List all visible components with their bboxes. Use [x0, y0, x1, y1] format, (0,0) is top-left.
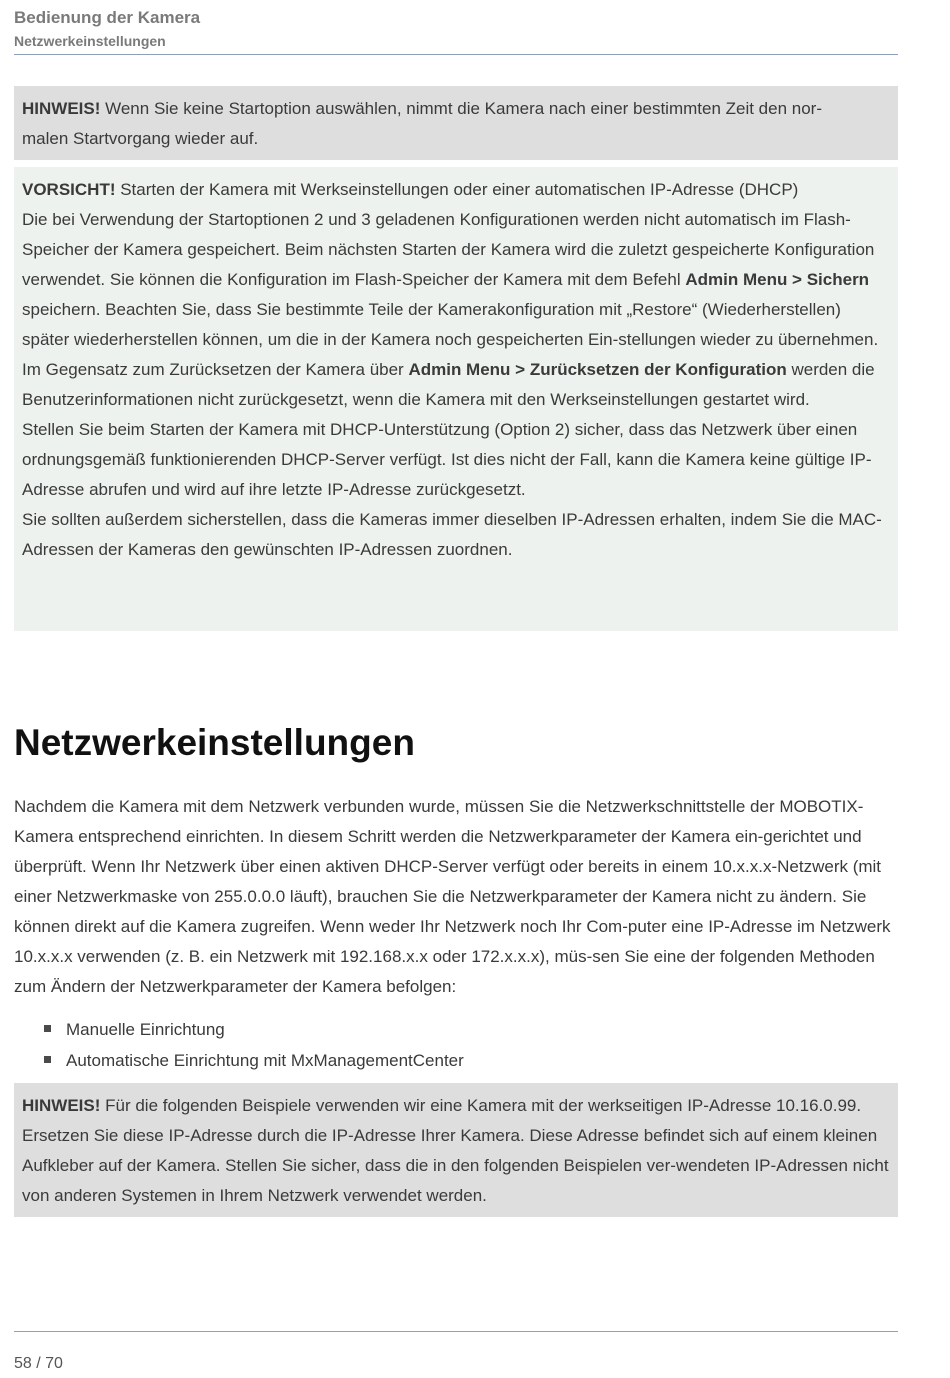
caution-title: [22, 175, 890, 205]
bullet-square-icon: [44, 1056, 51, 1063]
page-number: 58 / 70: [14, 1355, 63, 1372]
header-divider: [14, 54, 898, 55]
body-paragraph: Nachdem die Kamera mit dem Netzwerk verbunden wurde, müssen Sie die Netzwerkschnittstelle der MOBOTIX-Kamera entsprechend einrichten. In diesem Schritt werden die Netzwerkparameter der Kamera ein-gerichtet und überprüft. Wenn Ihr Netzwerk über einen aktiven DHCP-Server verfügt oder bereits in einem 10.x.x.x-Netzwerk (mit einer Netzwerkmaske von 255.0.0.0 läuft), brauchen Sie die Netzwerkparameter der Kamera nicht zu ändern. Sie können direkt auf die Kamera zugreifen. Wenn weder Ihr Netzwerk noch Ihr Com-puter eine IP-Adresse im Netzwerk 10.x.x.x verwenden (z. B. ein Netzwerk mit 192.168.x.x oder 172.x.x.x), müs-sen Sie eine der folgenden Methoden zum Ändern der Netzwerkparameter der Kamera befolgen:: [14, 797, 891, 996]
note-body: Für die folgenden Beispiele verwenden wir eine Kamera mit der werkseitigen IP-Adresse 10.16.0.99. Ersetzen Sie diese IP-Adresse durch die IP-Adresse Ihrer Kamera. Diese Adresse befindet sich auf einem kleinen Aufkleber auf der Kamera. Stellen Sie sicher, dass die in den folgenden Beispielen ver-wendeten IP-Adressen nicht von anderen Systemen in Ihrem Netzwerk verwendet werden.: [22, 1096, 889, 1205]
note-box-boot-option: [14, 86, 898, 160]
note-body-line1: Wenn Sie keine Startoption auswählen, nimmt die Kamera nach einer bestimmten Zeit den nor-: [100, 99, 823, 118]
menu-path-admin-reset-config: Admin Menu > Zurücksetzen der Konfiguration: [408, 360, 787, 379]
list-item-text: Manuelle Einrichtung: [66, 1020, 225, 1039]
note-label: HINWEIS!: [22, 1096, 101, 1115]
caution-p2-text-c: werden die Benutzerinformationen nicht zurückgesetzt, wenn die Kamera mit den Werkseinstellungen gestartet wird.: [22, 360, 875, 409]
caution-p1-text-c: speichern. Beachten Sie, dass Sie bestimmte Teile der Kamerakonfiguration mit „Restore“ (Wiederherstellen) später wiederherstellen können, um die in der Kamera noch gespeicherten Ein-stellungen wieder zu übernehmen.: [22, 300, 879, 349]
list-item-text: Automatische Einrichtung mit MxManagementCenter: [66, 1051, 464, 1070]
footer-divider: [14, 1331, 898, 1332]
caution-paragraph-4: Sie sollten außerdem sicherstellen, dass die Kameras immer dieselben IP-Adressen erhalten, indem Sie die MAC-Adressen der Kameras den gewünschten IP-Adressen zuordnen.: [22, 510, 882, 559]
note-text: [22, 1091, 890, 1211]
caution-p1-text-a: Die bei Verwendung der Startoptionen 2 und 3 geladenen Konfigurationen werden nicht automatisch im Flash-Speicher der Kamera gespeichert. Beim nächsten Starten der Kamera wird die zuletzt gespeicherte Konfiguration verwendet. Sie können die Konfiguration im Flash-Speicher der Kamera mit dem Befehl: [22, 210, 875, 289]
list-item: [44, 1045, 464, 1076]
section-heading: Netzwerkeinstellungen: [14, 722, 415, 763]
caution-paragraph-2: [22, 355, 890, 415]
bullet-square-icon: [44, 1025, 51, 1032]
running-header: [14, 6, 898, 52]
caution-p2-text-a: Im Gegensatz zum Zurücksetzen der Kamera über: [22, 360, 409, 379]
header-section-title: Netzwerkeinstellungen: [14, 33, 166, 49]
header-chapter-title: Bedienung der Kamera: [14, 8, 201, 27]
caution-paragraph-1: [22, 205, 890, 355]
menu-path-admin-sichern: Admin Menu > Sichern: [685, 270, 870, 289]
caution-title-text: Starten der Kamera mit Werkseinstellungen oder einer automatischen IP-Adresse (DHCP): [115, 180, 799, 199]
caution-paragraph-3: Stellen Sie beim Starten der Kamera mit DHCP-Unterstützung (Option 2) sicher, dass das Netzwerk über einen ordnungsgemäß funktionierenden DHCP-Server verfügt. Ist dies nicht der Fall, kann die Kamera keine gültige IP-Adresse abrufen und wird auf ihre letzte IP-Adresse zurückgesetzt.: [22, 420, 872, 499]
note-body-line2: malen Startvorgang wieder auf.: [22, 129, 259, 148]
note-label: HINWEIS!: [22, 99, 101, 118]
note-box-example-ip: [14, 1083, 898, 1217]
note-text: [22, 94, 890, 154]
list-item: [44, 1014, 464, 1045]
method-list: [44, 1014, 464, 1076]
caution-box: [14, 167, 898, 631]
caution-label: VORSICHT!: [22, 180, 116, 199]
